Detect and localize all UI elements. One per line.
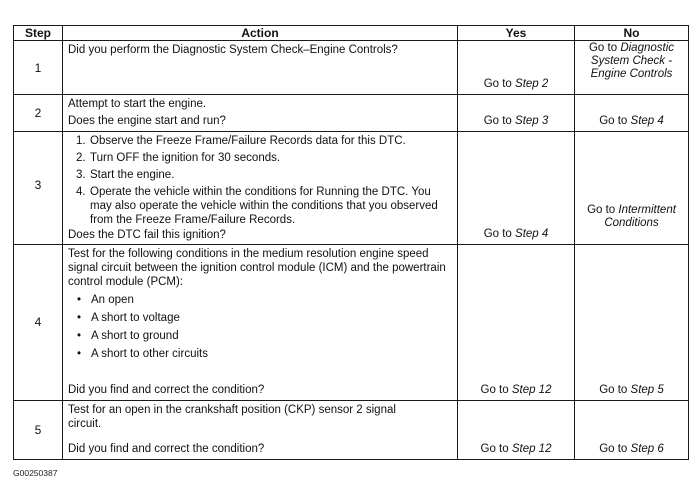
list-item: • A short to ground (77, 330, 179, 342)
no-cell (575, 132, 689, 245)
no-cell (575, 245, 689, 401)
step-number: 5 (14, 401, 63, 460)
list-item: 2. Turn OFF the ignition for 30 seconds. (76, 152, 281, 164)
step-number: 3 (14, 132, 63, 245)
header-yes: Yes (458, 26, 575, 41)
header-action: Action (63, 26, 458, 41)
question-text: Did you perform the Diagnostic System Check–Engine Controls? (68, 44, 398, 56)
bullet-list (68, 293, 451, 361)
no-cell (575, 401, 689, 460)
no-goto: Go to Diagnostic System Check - Engine Controls (588, 42, 675, 80)
step-number: 1 (14, 41, 63, 95)
question-text: Did you find and correct the condition? (68, 384, 265, 396)
yes-cell (458, 245, 575, 401)
action-cell (63, 132, 458, 245)
table-row (14, 401, 689, 460)
yes-cell (458, 401, 575, 460)
header-no: No (575, 26, 689, 41)
intro-text: Test for an open in the crankshaft position (CKP) sensor 2 signal circuit. (68, 404, 396, 430)
list-item: • A short to voltage (77, 312, 180, 324)
question-text: Did you find and correct the condition? (68, 443, 265, 455)
no-goto: Go to Intermittent Conditions (587, 204, 676, 229)
header-row (14, 26, 689, 41)
yes-cell (458, 132, 575, 245)
list-item: 3. Start the engine. (76, 169, 175, 181)
action-cell (63, 41, 458, 95)
question-text: Does the engine start and run? (68, 115, 226, 127)
yes-goto: Go to Step 4 (483, 228, 549, 240)
yes-goto: Go to Step 3 (483, 115, 549, 127)
yes-goto: Go to Step 12 (480, 384, 552, 396)
list-item: • A short to other circuits (77, 348, 208, 360)
header-step: Step (14, 26, 63, 41)
numbered-list (68, 134, 451, 227)
yes-cell (458, 41, 575, 95)
table-row (14, 95, 689, 132)
table-row (14, 132, 689, 245)
no-cell (575, 95, 689, 132)
action-cell (63, 401, 458, 460)
intro-text: Test for the following conditions in the medium resolution engine speed signal circuit between the ignition control module (ICM) and the powertrain control module (PCM): (68, 248, 446, 288)
list-item: • An open (77, 294, 134, 306)
table-row (14, 41, 689, 95)
no-cell (575, 41, 689, 95)
yes-goto: Go to Step 12 (480, 443, 552, 455)
yes-goto: Go to Step 2 (483, 78, 549, 90)
no-goto: Go to Step 6 (599, 443, 664, 455)
figure-id: G00250387 (13, 468, 58, 478)
action-cell (63, 95, 458, 132)
table-row (14, 245, 689, 401)
question-text: Does the DTC fail this ignition? (68, 229, 226, 241)
step-number: 4 (14, 245, 63, 401)
step-number: 2 (14, 95, 63, 132)
no-goto: Go to Step 4 (599, 115, 664, 127)
intro-text: Attempt to start the engine. (68, 98, 207, 110)
action-cell (63, 245, 458, 401)
no-goto: Go to Step 5 (599, 384, 664, 396)
list-item: 4. Operate the vehicle within the conditions for Running the DTC. You may also operate the vehicle within the conditions that you observed from the Freeze Frame/Failure Records. (76, 186, 438, 226)
list-item: 1. Observe the Freeze Frame/Failure Records data for this DTC. (76, 135, 406, 147)
yes-cell (458, 95, 575, 132)
diagnostic-table (13, 25, 689, 460)
